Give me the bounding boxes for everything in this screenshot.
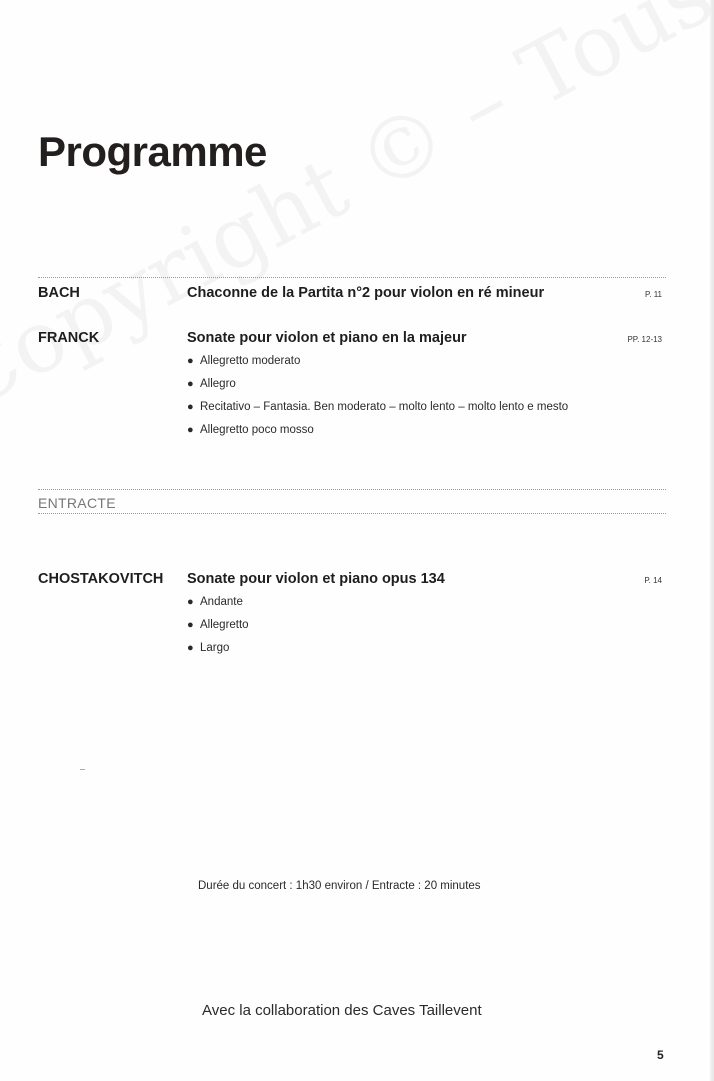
composer-name: FRANCK (38, 330, 100, 346)
page-reference: P. 11 (644, 290, 662, 299)
composer-name: CHOSTAKOVITCH (38, 571, 164, 587)
page-reference: P. 14 (644, 576, 662, 585)
composer-name: BACH (38, 285, 80, 301)
list-item: ● Recitativo – Fantasia. Ben moderato – molto lento – molto lento e mesto (187, 396, 568, 419)
page-number: 5 (657, 1048, 664, 1062)
collaboration-credit: Avec la collaboration des Caves Taillevent (202, 1002, 482, 1019)
work-title: Sonate pour violon et piano opus 134 (187, 571, 445, 587)
page-edge-shadow (710, 0, 714, 1081)
bullet-icon: ● (187, 642, 194, 654)
bullet-icon: ● (187, 401, 194, 413)
movement-list (187, 591, 249, 660)
section-divider-entracte-bottom (38, 513, 666, 514)
bullet-icon: ● (187, 596, 194, 608)
section-divider-top (38, 277, 666, 278)
concert-duration: Durée du concert : 1h30 environ / Entracte : 20 minutes (198, 880, 481, 892)
scan-speck (80, 769, 85, 770)
work-title: Sonate pour violon et piano en la majeur (187, 330, 467, 346)
list-item: ● Allegretto (187, 614, 249, 637)
bullet-icon: ● (187, 424, 194, 436)
bullet-icon: ● (187, 619, 194, 631)
list-item: ● Andante (187, 591, 249, 614)
section-divider-entracte-top (38, 489, 666, 490)
work-title: Chaconne de la Partita n°2 pour violon en ré mineur (187, 285, 545, 301)
list-item: ● Allegro (187, 373, 568, 396)
list-item: ● Allegretto poco mosso (187, 419, 568, 442)
bullet-icon: ● (187, 355, 194, 367)
page-title: Programme (38, 128, 267, 175)
movement-list (187, 350, 568, 442)
list-item: ● Largo (187, 637, 249, 660)
bullet-icon: ● (187, 378, 194, 390)
page-reference: PP. 12-13 (627, 335, 662, 344)
entracte-label: ENTRACTE (38, 495, 116, 511)
list-item: ● Allegretto moderato (187, 350, 568, 373)
